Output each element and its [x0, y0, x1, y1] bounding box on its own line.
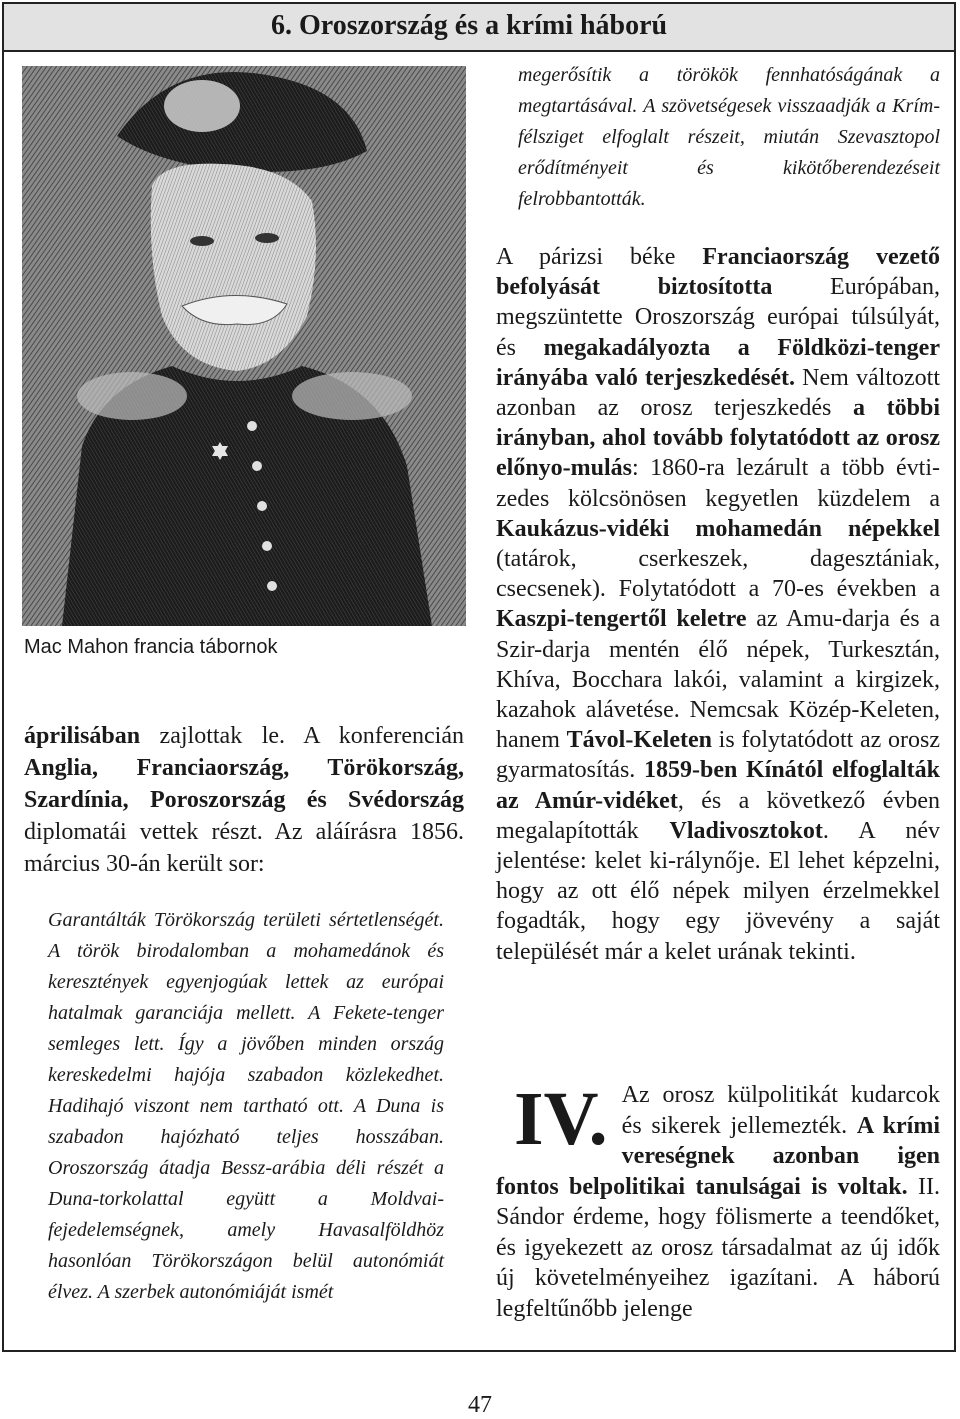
text-run: II. Sándor érdeme, hogy fölismerte a teendőket, és igyekezett az orosz társadalmat az új idők új követelményeihez igazítani. A háború legfeltűnőbb jelenge — [496, 1173, 941, 1322]
bold-phrase: megakadályozta a Földközi-tenger irányába való terjeszkedését. — [496, 334, 940, 391]
chapter-header — [4, 4, 954, 52]
text-run: az Amu-darja és a Szir-darja mentén élő népek, Turkesztán, Khíva, Bocchara lakói, valamint a kirgizek, kazahok alávetése. Nemcsak Közép-Keleten, hanem — [496, 606, 940, 754]
text-run: Európában, megszüntette Oroszország európai túlsúlyát, és — [496, 274, 940, 361]
text-run: : 1860-ra lezárult a több évti-zedes kölcsönösen kegyetlen küzdelem a — [496, 455, 940, 512]
bold-phrase: Vladivosztokot — [669, 817, 823, 844]
bold-phrase: A krími vereségnek azonban igen fontos belpolitikai tanulságai is voltak. — [496, 1112, 940, 1200]
section-numeral: IV. — [514, 1077, 608, 1161]
portrait-caption: Mac Mahon francia tábornok — [24, 636, 278, 658]
bold-phrase: Kaszpi-tengertől keletre — [496, 606, 747, 633]
bold-phrase: Kaukázus-vidéki mohamedán népekkel — [496, 515, 940, 542]
treaty-terms-quote: Garantálták Törökország területi sértetlenségét. A török birodalomban a mohamedánok és keresztények egyenjogúak lettek az európai hatalmak garanciája mellett. A Fekete-tenger semleges lett. Így a jövőben minden ország kereskedelmi hajója szabadon közlekedhet. Hadihajó viszont nem tartható ott. A Duna is szabadon hajózható teljes hosszában. Oroszország átadja Bessz-arábia déli részét a Duna-torkolattal együtt a Moldvai-fejedelemségnek, amely Havasalföldhöz hasonlóan Törökországon belül autonómiát élvez. A szerbek autonómiáját ismét — [48, 909, 444, 1303]
text-run: (tatárok, cserkeszek, dagesztániak, csecsenek). Folytatódott a 70-es években a — [496, 546, 940, 603]
bold-phrase: áprilisában — [24, 723, 141, 749]
text-run: is folytatódott az orosz gyarmatosítás. — [496, 727, 941, 784]
text-run: diplomatái vettek részt. Az aláírásra 1856. március 30-án került sor: — [24, 819, 464, 877]
bold-phrase: a többi irányban, ahol tovább folytatódott az orosz előnyo-mulás — [496, 395, 940, 482]
bold-phrase: Távol-Keleten — [566, 727, 712, 754]
section-iv — [496, 1077, 941, 1324]
left-column-paragraph — [24, 720, 464, 880]
text-run: Az orosz külpolitikát kudarcok és sikerek jellemezték. — [621, 1082, 940, 1139]
text-run: zajlottak le. A konferencián — [140, 723, 464, 749]
page-number: 47 — [468, 1392, 492, 1418]
portrait-illustration-icon — [22, 66, 466, 626]
bold-phrase: Anglia, Franciaország, Törökország, Szardínia, Poroszország és Svédország — [24, 755, 464, 813]
text-run: Nem változott azonban az orosz terjeszkedés — [496, 364, 940, 422]
text-run: A párizsi béke — [496, 244, 703, 270]
bold-phrase: Franciaország vezető befolyását biztosította — [496, 244, 940, 301]
text-run: . A név jelentése: kelet ki-rálynője. El lehet képzelni, hogy az ott élő népek milyen érzelmekkel fogadták, hogy egy jövevény a saját települését már a kelet urának tekinti. — [496, 817, 940, 965]
treaty-terms-continuation: megerősítik a törökök fennhatóságának a megtartásával. A szövetségesek visszaadják a Krím-félsziget elfoglalt részeit, miután Szevasztopol erődítményeit és kikötőberendezéseit felrobbantották. — [518, 64, 940, 210]
right-column-paragraph — [496, 242, 940, 967]
text-run: , és a következő évben megalapították — [496, 787, 941, 844]
bold-phrase: 1859-ben Kínától elfoglalták az Amúr-vidéket — [496, 757, 940, 814]
chapter-title: 6. Oroszország és a krími háború — [271, 10, 668, 41]
